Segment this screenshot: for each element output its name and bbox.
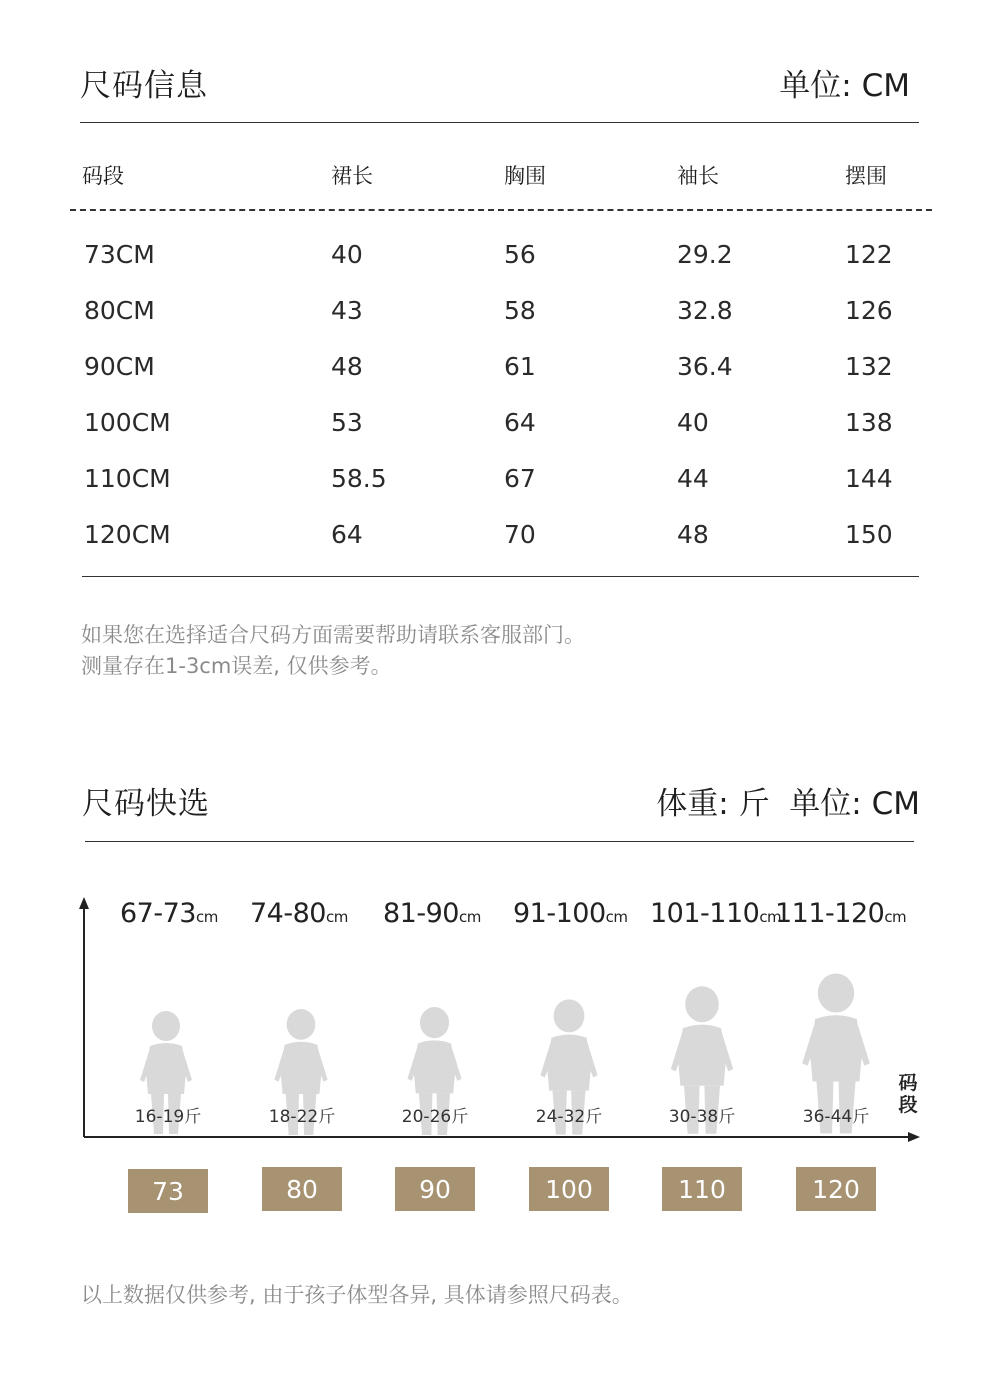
weight-range: 24-32斤 <box>535 1107 603 1127</box>
cell-hem: 144 <box>845 464 893 493</box>
height-range-value: 81-90 <box>383 898 459 929</box>
size-chip-90[interactable]: 90 <box>395 1167 475 1211</box>
x-axis-arrow-icon <box>908 1132 920 1142</box>
axis-label-size: 码段 <box>898 1072 918 1116</box>
quick-select-title: 尺码快选 <box>82 786 210 822</box>
cell-chest: 56 <box>504 240 536 269</box>
tolerance-note: 测量存在1-3cm误差, 仅供参考。 <box>81 654 392 678</box>
cell-size: 120CM <box>84 520 171 549</box>
height-range <box>513 898 628 929</box>
header-dashed-divider <box>70 209 932 211</box>
height-range <box>650 898 781 929</box>
quick-select-rule <box>85 841 914 842</box>
height-range-unit: cm <box>759 908 782 926</box>
header-chest: 胸围 <box>504 164 546 188</box>
cell-size: 80CM <box>84 296 155 325</box>
cell-sleeve-length: 40 <box>677 408 709 437</box>
cell-hem: 150 <box>845 520 893 549</box>
cell-skirt-length: 48 <box>331 352 363 381</box>
cell-size: 90CM <box>84 352 155 381</box>
height-range-value: 101-110 <box>650 898 760 929</box>
size-chip-80[interactable]: 80 <box>262 1167 342 1211</box>
y-axis-arrow-icon <box>79 897 89 909</box>
size-info-unit: 单位: CM <box>779 68 910 104</box>
cell-sleeve-length: 36.4 <box>677 352 733 381</box>
cell-sleeve-length: 48 <box>677 520 709 549</box>
help-note: 如果您在选择适合尺码方面需要帮助请联系客服部门。 <box>81 623 585 647</box>
header-skirt-length: 裙长 <box>331 164 373 188</box>
height-range <box>250 898 348 929</box>
weight-range: 18-22斤 <box>268 1107 336 1127</box>
cell-hem: 122 <box>845 240 893 269</box>
cell-hem: 126 <box>845 296 893 325</box>
cell-skirt-length: 53 <box>331 408 363 437</box>
cell-size: 73CM <box>84 240 155 269</box>
cell-hem: 132 <box>845 352 893 381</box>
weight-range: 30-38斤 <box>668 1107 736 1127</box>
size-chip-120[interactable]: 120 <box>796 1167 876 1211</box>
cell-sleeve-length: 29.2 <box>677 240 733 269</box>
cell-sleeve-length: 32.8 <box>677 296 733 325</box>
height-range <box>775 898 906 929</box>
height-range <box>383 898 481 929</box>
cell-chest: 61 <box>504 352 536 381</box>
size-info-title: 尺码信息 <box>80 68 208 104</box>
cell-size: 110CM <box>84 464 171 493</box>
size-chip-100[interactable]: 100 <box>529 1167 609 1211</box>
cell-chest: 64 <box>504 408 536 437</box>
height-range-unit: cm <box>195 908 218 926</box>
height-range-value: 74-80 <box>250 898 326 929</box>
weight-range: 36-44斤 <box>802 1107 870 1127</box>
height-range-value: 67-73 <box>120 898 196 929</box>
cell-hem: 138 <box>845 408 893 437</box>
weight-range: 20-26斤 <box>401 1107 469 1127</box>
height-range-unit: cm <box>605 908 628 926</box>
header-hem: 摆围 <box>845 164 887 188</box>
size-info-top-rule <box>80 122 919 123</box>
height-range-unit: cm <box>325 908 348 926</box>
quick-select-unit: 体重: 斤 单位: CM <box>656 786 920 822</box>
height-range-unit: cm <box>458 908 481 926</box>
cell-skirt-length: 58.5 <box>331 464 387 493</box>
cell-skirt-length: 64 <box>331 520 363 549</box>
cell-chest: 70 <box>504 520 536 549</box>
size-chip-73[interactable]: 73 <box>128 1169 208 1213</box>
weight-range: 16-19斤 <box>134 1107 202 1127</box>
size-table-bottom-rule <box>82 576 919 577</box>
size-chip-110[interactable]: 110 <box>662 1167 742 1211</box>
footer-disclaimer: 以上数据仅供参考, 由于孩子体型各异, 具体请参照尺码表。 <box>81 1283 633 1307</box>
height-range-unit: cm <box>884 908 907 926</box>
cell-skirt-length: 43 <box>331 296 363 325</box>
header-sleeve-length: 袖长 <box>677 164 719 188</box>
cell-chest: 58 <box>504 296 536 325</box>
cell-sleeve-length: 44 <box>677 464 709 493</box>
cell-chest: 67 <box>504 464 536 493</box>
height-range-value: 111-120 <box>775 898 885 929</box>
cell-size: 100CM <box>84 408 171 437</box>
height-range-value: 91-100 <box>513 898 606 929</box>
header-size: 码段 <box>82 164 124 188</box>
height-range <box>120 898 218 929</box>
cell-skirt-length: 40 <box>331 240 363 269</box>
